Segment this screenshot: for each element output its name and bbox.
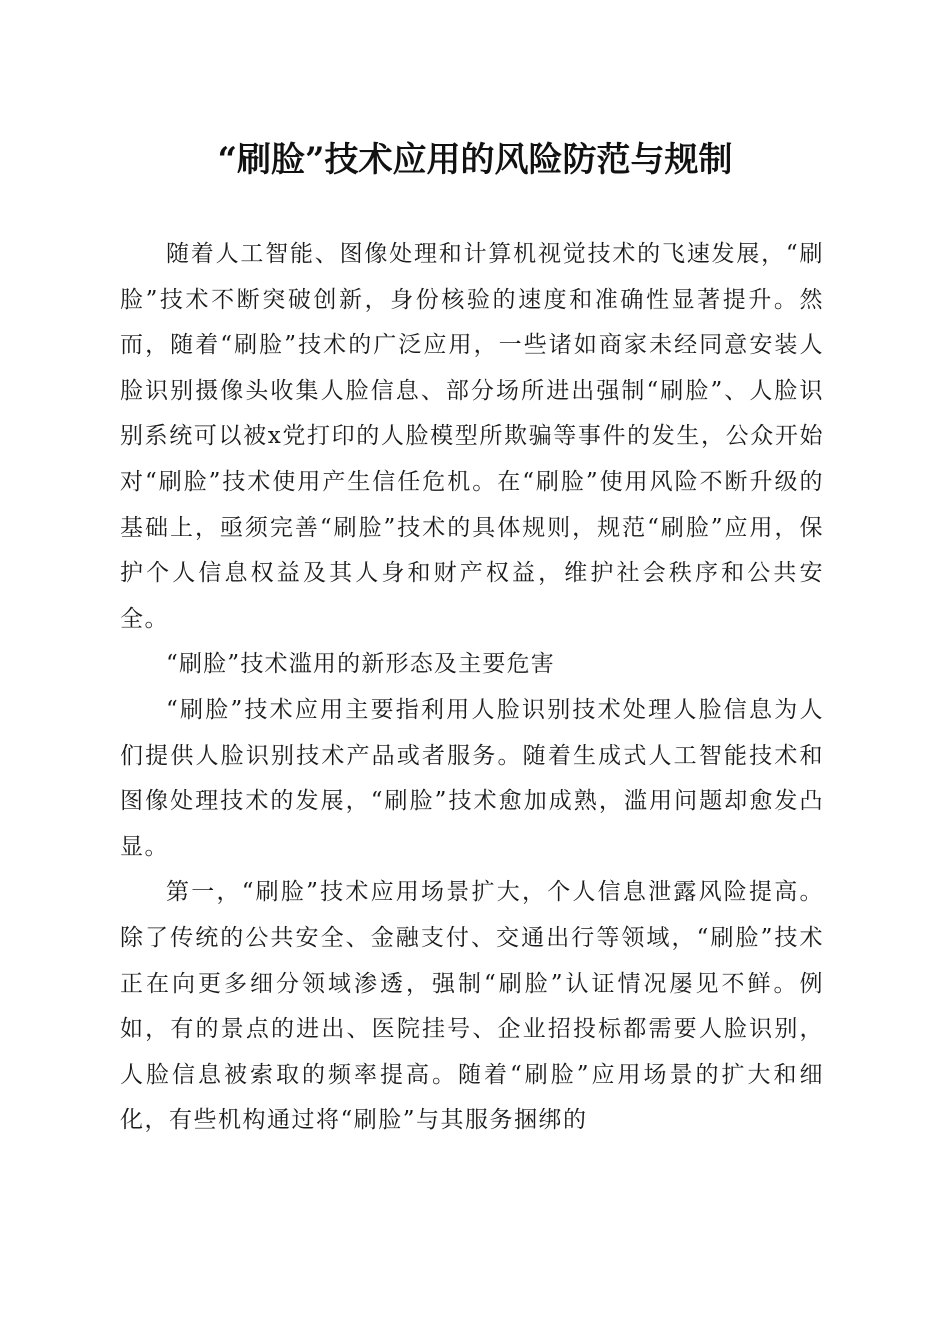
document-body (120, 232, 824, 1144)
document-title: “刷脸”技术应用的风险防范与规制 (217, 140, 733, 180)
paragraph-point-one: 第一，“刷脸”技术应用场景扩大，个人信息泄露风险提高。除了传统的公共安全、金融支付、交通出行等领域，“刷脸”技术正在向更多细分领域渗透，强制“刷脸”认证情况屡见不鲜。例如，有的景点的进出、医院挂号、企业招投标都需要人脸识别，人脸信息被索取的频率提高。随着“刷脸”应用场景的扩大和细化，有些机构通过将“刷脸”与其服务捆绑的 (120, 879, 824, 1134)
paragraph-definition: “刷脸”技术应用主要指利用人脸识别技术处理人脸信息为人们提供人脸识别技术产品或者服务。随着生成式人工智能技术和图像处理技术的发展，“刷脸”技术愈加成熟，滥用问题却愈发凸显。 (120, 696, 824, 860)
section-heading: “刷脸”技术滥用的新形态及主要危害 (166, 651, 555, 678)
paragraph-intro: 随着人工智能、图像处理和计算机视觉技术的飞速发展，“刷脸”技术不断突破创新，身份核验的速度和准确性显著提升。然而，随着“刷脸”技术的广泛应用，一些诸如商家未经同意安装人脸识别摄像头收集人脸信息、部分场所进出强制“刷脸”、人脸识别系统可以被x党打印的人脸模型所欺骗等事件的发生，公众开始对“刷脸”技术使用产生信任危机。在“刷脸”使用风险不断升级的基础上，亟须完善“刷脸”技术的具体规则，规范“刷脸”应用，保护个人信息权益及其人身和财产权益，维护社会秩序和公共安全。 (120, 241, 824, 632)
